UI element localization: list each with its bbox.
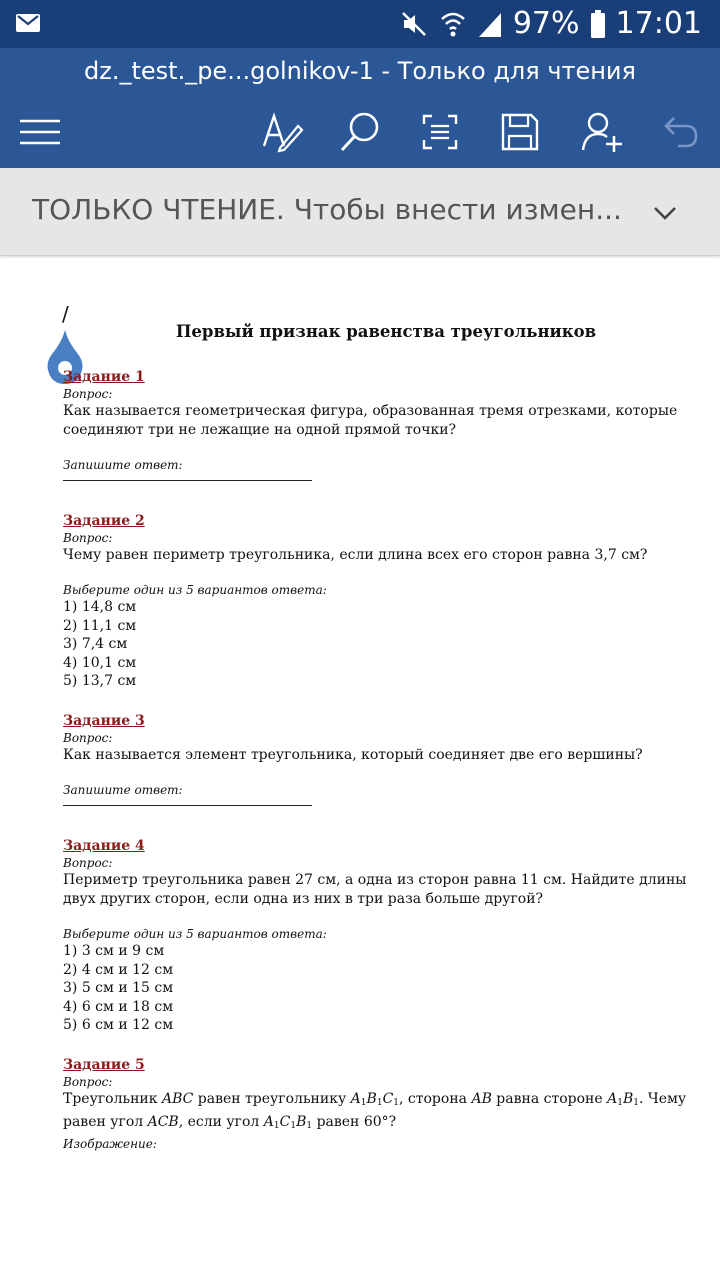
save-icon bbox=[500, 112, 540, 152]
wifi-icon bbox=[439, 9, 467, 39]
focus-button[interactable] bbox=[416, 108, 464, 156]
task-title: Задание 5 bbox=[63, 1057, 145, 1073]
question-label: Вопрос: bbox=[63, 1075, 113, 1089]
mute-icon bbox=[399, 9, 429, 39]
document-page[interactable] bbox=[0, 258, 720, 1280]
task-title: Задание 4 bbox=[63, 838, 145, 854]
question-label: Вопрос: bbox=[63, 856, 113, 870]
question-label: Вопрос: bbox=[63, 731, 113, 745]
question-text: Чему равен периметр треугольника, если длина всех его сторон равна 3,7 см? bbox=[63, 547, 648, 563]
undo-icon bbox=[660, 112, 700, 152]
write-answer-label: Запишите ответ: bbox=[63, 458, 183, 472]
answer-line bbox=[63, 473, 312, 481]
battery-icon bbox=[590, 9, 606, 39]
status-bar bbox=[0, 0, 720, 48]
image-label: Изображение: bbox=[63, 1137, 157, 1151]
answer-option: 5) 13,7 см bbox=[63, 673, 137, 689]
choose-answer-label: Выберите один из 5 вариантов ответа: bbox=[63, 583, 327, 597]
answer-line bbox=[63, 798, 312, 806]
battery-percent: 97% bbox=[512, 6, 580, 41]
task-5 bbox=[63, 1056, 713, 1152]
toolbar bbox=[0, 104, 720, 160]
clock: 17:01 bbox=[615, 6, 702, 41]
choose-answer-label: Выберите один из 5 вариантов ответа: bbox=[63, 927, 327, 941]
read-only-banner[interactable] bbox=[0, 168, 720, 256]
answer-option: 1) 3 см и 9 см bbox=[63, 943, 165, 959]
focus-icon bbox=[420, 112, 460, 152]
task-title: Задание 1 bbox=[63, 369, 145, 385]
document-heading: Первый признак равенства треугольников bbox=[175, 322, 597, 341]
task-3 bbox=[63, 712, 713, 806]
draw-button[interactable] bbox=[258, 108, 306, 156]
question-text: Как называется элемент треугольника, который соединяет две его вершины? bbox=[63, 747, 643, 763]
save-button[interactable] bbox=[496, 108, 544, 156]
search-button[interactable] bbox=[336, 108, 384, 156]
answer-option: 4) 10,1 см bbox=[63, 654, 137, 671]
question-label: Вопрос: bbox=[63, 531, 113, 545]
app-bar bbox=[0, 48, 720, 168]
question-text: Треугольник ABC равен треугольнику $A_1B_1C_1$, сторона AB равна стороне $A_1B_1$. Чему равен угол ACB, если угол $A_1C_1B_1$ равен 60°? bbox=[63, 1091, 687, 1131]
chevron-down-icon[interactable] bbox=[650, 198, 680, 228]
signal-icon bbox=[477, 9, 503, 39]
task-title: Задание 2 bbox=[63, 513, 145, 529]
text-cursor: / bbox=[62, 302, 69, 326]
answer-option: 3) 5 см и 15 см bbox=[63, 980, 174, 996]
share-icon bbox=[580, 110, 624, 154]
task-1 bbox=[63, 368, 713, 481]
answer-option: 2) 11,1 см bbox=[63, 617, 137, 634]
task-title: Задание 3 bbox=[63, 713, 145, 729]
answer-option: 2) 4 см и 12 см bbox=[63, 961, 174, 978]
answer-option: 5) 6 см и 12 см bbox=[63, 1017, 174, 1033]
document-title: dz._test._pe...golnikov-1 - Только для чтения bbox=[84, 57, 636, 85]
read-only-message: ТОЛЬКО ЧТЕНИЕ. Чтобы внести измен... bbox=[32, 193, 622, 226]
question-label: Вопрос: bbox=[63, 387, 113, 401]
answer-option: 4) 6 см и 18 см bbox=[63, 998, 174, 1015]
question-text: Как называется геометрическая фигура, образованная тремя отрезками, которые соединяют три не лежащие на одной прямой точки? bbox=[63, 403, 678, 438]
search-icon bbox=[338, 110, 382, 154]
question-text: Периметр треугольника равен 27 см, а одна из сторон равна 11 см. Найдите длины двух других сторон, если одна из них в три раза больше другой? bbox=[63, 872, 687, 907]
menu-button[interactable] bbox=[16, 108, 64, 156]
answer-option: 3) 7,4 см bbox=[63, 636, 128, 652]
mail-icon bbox=[16, 14, 40, 32]
task-2 bbox=[63, 512, 713, 691]
menu-icon bbox=[18, 117, 62, 147]
answer-option: 1) 14,8 см bbox=[63, 599, 137, 615]
share-button[interactable] bbox=[578, 108, 626, 156]
undo-button[interactable] bbox=[656, 108, 704, 156]
write-answer-label: Запишите ответ: bbox=[63, 783, 183, 797]
pen-icon bbox=[260, 110, 304, 154]
task-4 bbox=[63, 837, 713, 1035]
